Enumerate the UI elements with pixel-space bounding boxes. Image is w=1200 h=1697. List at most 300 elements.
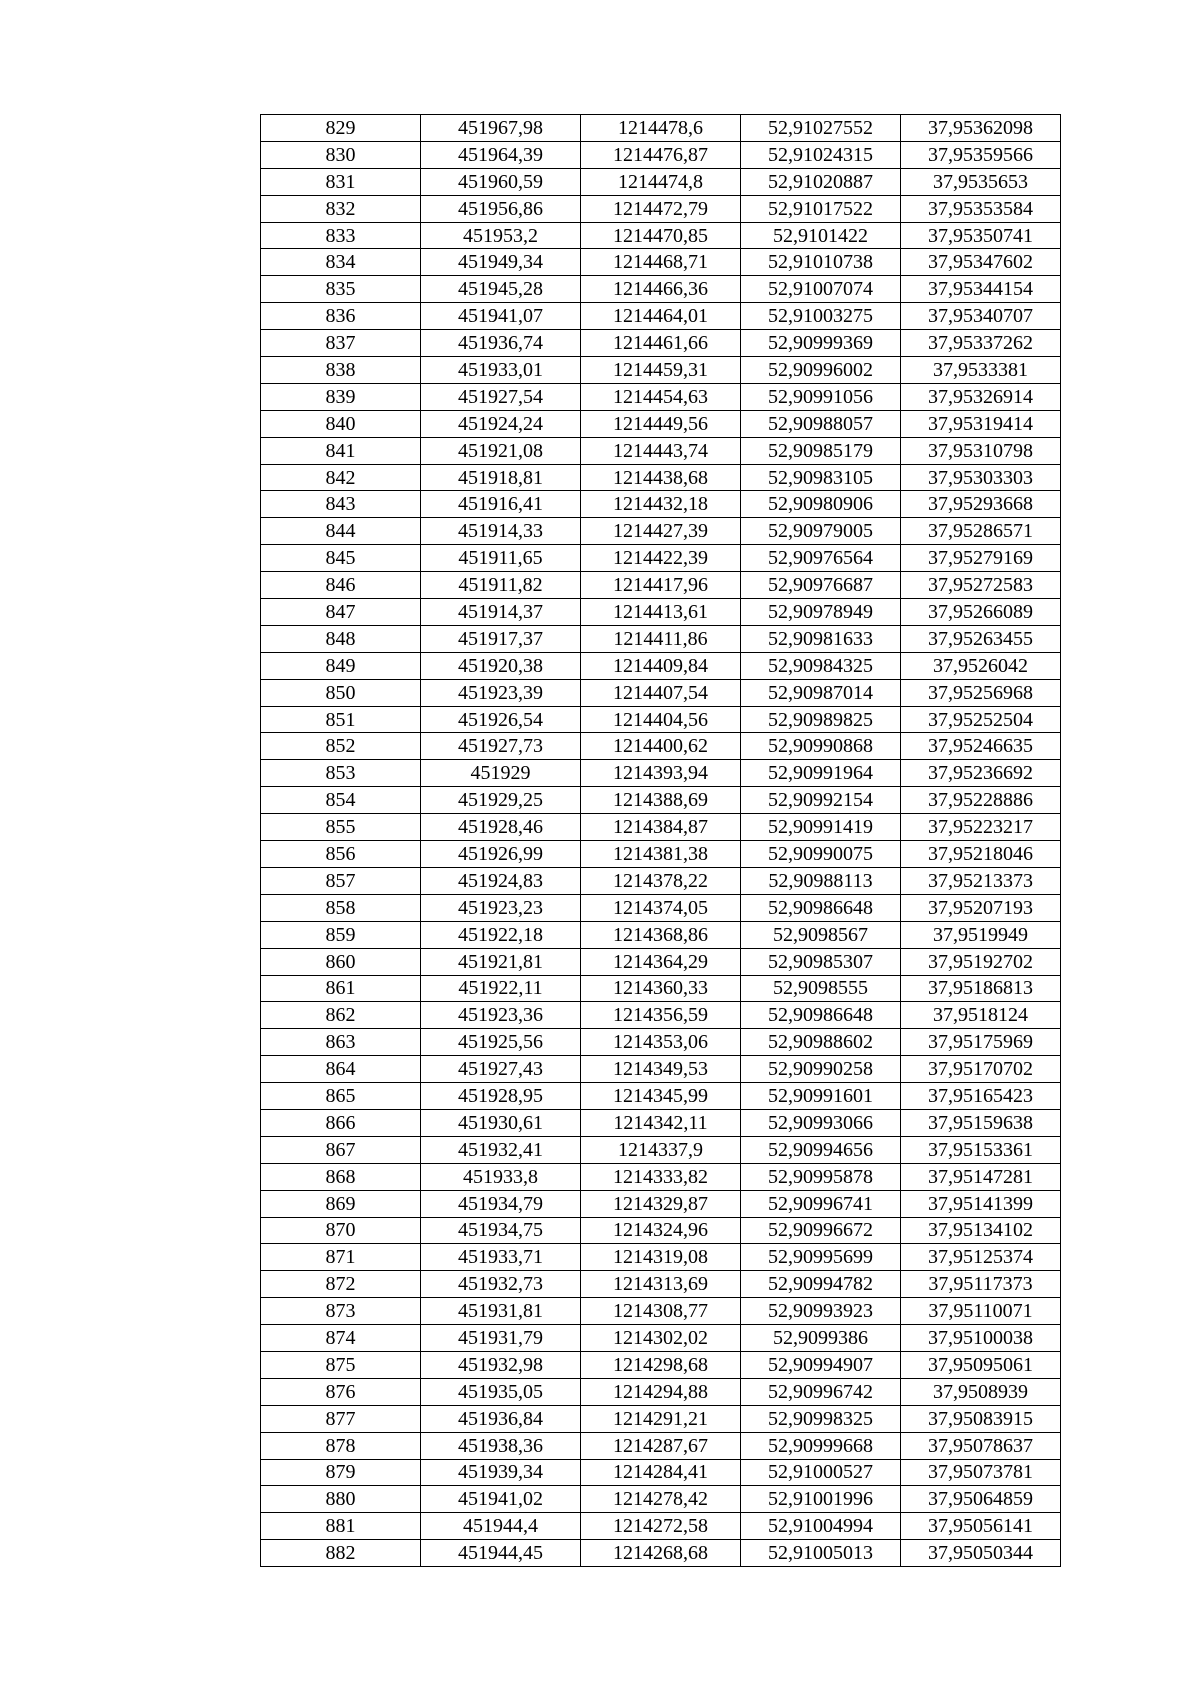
y-coordinate-cell: 1214356,59 — [581, 1002, 741, 1029]
table-row — [261, 1136, 1061, 1163]
point-number-cell: 879 — [261, 1459, 421, 1486]
table-row — [261, 141, 1061, 168]
longitude-cell: 37,95165423 — [901, 1083, 1061, 1110]
x-coordinate-cell: 451967,98 — [421, 115, 581, 142]
point-number-cell: 848 — [261, 625, 421, 652]
x-coordinate-cell: 451916,41 — [421, 491, 581, 518]
table-row — [261, 464, 1061, 491]
latitude-cell: 52,90996742 — [741, 1378, 901, 1405]
x-coordinate-cell: 451960,59 — [421, 168, 581, 195]
x-coordinate-cell: 451944,4 — [421, 1513, 581, 1540]
y-coordinate-cell: 1214464,01 — [581, 303, 741, 330]
point-number-cell: 868 — [261, 1163, 421, 1190]
latitude-cell: 52,90986648 — [741, 1002, 901, 1029]
y-coordinate-cell: 1214291,21 — [581, 1405, 741, 1432]
latitude-cell: 52,90994782 — [741, 1271, 901, 1298]
x-coordinate-cell: 451956,86 — [421, 195, 581, 222]
x-coordinate-cell: 451922,11 — [421, 975, 581, 1002]
point-number-cell: 873 — [261, 1298, 421, 1325]
longitude-cell: 37,95263455 — [901, 625, 1061, 652]
y-coordinate-cell: 1214388,69 — [581, 787, 741, 814]
y-coordinate-cell: 1214476,87 — [581, 141, 741, 168]
point-number-cell: 863 — [261, 1029, 421, 1056]
table-row — [261, 679, 1061, 706]
y-coordinate-cell: 1214364,29 — [581, 948, 741, 975]
table-row — [261, 437, 1061, 464]
latitude-cell: 52,90992154 — [741, 787, 901, 814]
latitude-cell: 52,91024315 — [741, 141, 901, 168]
longitude-cell: 37,95326914 — [901, 383, 1061, 410]
point-number-cell: 837 — [261, 330, 421, 357]
longitude-cell: 37,95310798 — [901, 437, 1061, 464]
point-number-cell: 829 — [261, 115, 421, 142]
longitude-cell: 37,9526042 — [901, 652, 1061, 679]
longitude-cell: 37,95246635 — [901, 733, 1061, 760]
y-coordinate-cell: 1214468,71 — [581, 249, 741, 276]
longitude-cell: 37,95272583 — [901, 572, 1061, 599]
longitude-cell: 37,95236692 — [901, 760, 1061, 787]
longitude-cell: 37,9533381 — [901, 357, 1061, 384]
x-coordinate-cell: 451938,36 — [421, 1432, 581, 1459]
longitude-cell: 37,95223217 — [901, 814, 1061, 841]
point-number-cell: 839 — [261, 383, 421, 410]
longitude-cell: 37,95256968 — [901, 679, 1061, 706]
latitude-cell: 52,90976687 — [741, 572, 901, 599]
point-number-cell: 843 — [261, 491, 421, 518]
table-row — [261, 1029, 1061, 1056]
latitude-cell: 52,9101422 — [741, 222, 901, 249]
point-number-cell: 872 — [261, 1271, 421, 1298]
longitude-cell: 37,95083915 — [901, 1405, 1061, 1432]
longitude-cell: 37,95134102 — [901, 1217, 1061, 1244]
y-coordinate-cell: 1214409,84 — [581, 652, 741, 679]
latitude-cell: 52,90996002 — [741, 357, 901, 384]
longitude-cell: 37,95186813 — [901, 975, 1061, 1002]
point-number-cell: 861 — [261, 975, 421, 1002]
y-coordinate-cell: 1214411,86 — [581, 625, 741, 652]
table-row — [261, 1163, 1061, 1190]
x-coordinate-cell: 451926,54 — [421, 706, 581, 733]
point-number-cell: 853 — [261, 760, 421, 787]
point-number-cell: 858 — [261, 894, 421, 921]
x-coordinate-cell: 451945,28 — [421, 276, 581, 303]
latitude-cell: 52,90991601 — [741, 1083, 901, 1110]
x-coordinate-cell: 451921,81 — [421, 948, 581, 975]
y-coordinate-cell: 1214374,05 — [581, 894, 741, 921]
table-row — [261, 115, 1061, 142]
y-coordinate-cell: 1214284,41 — [581, 1459, 741, 1486]
latitude-cell: 52,91020887 — [741, 168, 901, 195]
longitude-cell: 37,95213373 — [901, 867, 1061, 894]
longitude-cell: 37,9535653 — [901, 168, 1061, 195]
point-number-cell: 862 — [261, 1002, 421, 1029]
longitude-cell: 37,95100038 — [901, 1325, 1061, 1352]
table-row — [261, 303, 1061, 330]
latitude-cell: 52,90993923 — [741, 1298, 901, 1325]
longitude-cell: 37,95347602 — [901, 249, 1061, 276]
x-coordinate-cell: 451929,25 — [421, 787, 581, 814]
point-number-cell: 880 — [261, 1486, 421, 1513]
y-coordinate-cell: 1214337,9 — [581, 1136, 741, 1163]
x-coordinate-cell: 451931,81 — [421, 1298, 581, 1325]
y-coordinate-cell: 1214466,36 — [581, 276, 741, 303]
latitude-cell: 52,90990075 — [741, 841, 901, 868]
longitude-cell: 37,9518124 — [901, 1002, 1061, 1029]
latitude-cell: 52,90981633 — [741, 625, 901, 652]
x-coordinate-cell: 451917,37 — [421, 625, 581, 652]
x-coordinate-cell: 451911,82 — [421, 572, 581, 599]
y-coordinate-cell: 1214400,62 — [581, 733, 741, 760]
table-row — [261, 706, 1061, 733]
latitude-cell: 52,90991056 — [741, 383, 901, 410]
latitude-cell: 52,90999369 — [741, 330, 901, 357]
longitude-cell: 37,95293668 — [901, 491, 1061, 518]
table-row — [261, 1378, 1061, 1405]
latitude-cell: 52,91007074 — [741, 276, 901, 303]
x-coordinate-cell: 451930,61 — [421, 1109, 581, 1136]
point-number-cell: 867 — [261, 1136, 421, 1163]
x-coordinate-cell: 451933,01 — [421, 357, 581, 384]
point-number-cell: 835 — [261, 276, 421, 303]
x-coordinate-cell: 451935,05 — [421, 1378, 581, 1405]
table-row — [261, 599, 1061, 626]
x-coordinate-cell: 451923,36 — [421, 1002, 581, 1029]
y-coordinate-cell: 1214368,86 — [581, 921, 741, 948]
table-row — [261, 168, 1061, 195]
longitude-cell: 37,95359566 — [901, 141, 1061, 168]
point-number-cell: 844 — [261, 518, 421, 545]
latitude-cell: 52,90998325 — [741, 1405, 901, 1432]
y-coordinate-cell: 1214345,99 — [581, 1083, 741, 1110]
table-row — [261, 545, 1061, 572]
y-coordinate-cell: 1214319,08 — [581, 1244, 741, 1271]
latitude-cell: 52,90985307 — [741, 948, 901, 975]
point-number-cell: 842 — [261, 464, 421, 491]
point-number-cell: 875 — [261, 1351, 421, 1378]
x-coordinate-cell: 451924,83 — [421, 867, 581, 894]
y-coordinate-cell: 1214308,77 — [581, 1298, 741, 1325]
point-number-cell: 831 — [261, 168, 421, 195]
table-row — [261, 625, 1061, 652]
table-row — [261, 894, 1061, 921]
x-coordinate-cell: 451923,23 — [421, 894, 581, 921]
longitude-cell: 37,95344154 — [901, 276, 1061, 303]
point-number-cell: 852 — [261, 733, 421, 760]
x-coordinate-cell: 451914,33 — [421, 518, 581, 545]
latitude-cell: 52,90994907 — [741, 1351, 901, 1378]
y-coordinate-cell: 1214454,63 — [581, 383, 741, 410]
table-row — [261, 814, 1061, 841]
table-row — [261, 1002, 1061, 1029]
latitude-cell: 52,90993066 — [741, 1109, 901, 1136]
table-row — [261, 357, 1061, 384]
y-coordinate-cell: 1214422,39 — [581, 545, 741, 572]
y-coordinate-cell: 1214378,22 — [581, 867, 741, 894]
table-row — [261, 572, 1061, 599]
latitude-cell: 52,90995699 — [741, 1244, 901, 1271]
x-coordinate-cell: 451936,84 — [421, 1405, 581, 1432]
y-coordinate-cell: 1214384,87 — [581, 814, 741, 841]
latitude-cell: 52,9098567 — [741, 921, 901, 948]
latitude-cell: 52,90996672 — [741, 1217, 901, 1244]
longitude-cell: 37,95319414 — [901, 410, 1061, 437]
y-coordinate-cell: 1214459,31 — [581, 357, 741, 384]
point-number-cell: 869 — [261, 1190, 421, 1217]
latitude-cell: 52,91010738 — [741, 249, 901, 276]
latitude-cell: 52,9099386 — [741, 1325, 901, 1352]
latitude-cell: 52,90988113 — [741, 867, 901, 894]
x-coordinate-cell: 451936,74 — [421, 330, 581, 357]
point-number-cell: 851 — [261, 706, 421, 733]
longitude-cell: 37,95056141 — [901, 1513, 1061, 1540]
table-row — [261, 1190, 1061, 1217]
point-number-cell: 859 — [261, 921, 421, 948]
coordinates-table-body — [261, 115, 1061, 1567]
latitude-cell: 52,90985179 — [741, 437, 901, 464]
latitude-cell: 52,90990868 — [741, 733, 901, 760]
point-number-cell: 850 — [261, 679, 421, 706]
x-coordinate-cell: 451927,73 — [421, 733, 581, 760]
table-row — [261, 1083, 1061, 1110]
y-coordinate-cell: 1214272,58 — [581, 1513, 741, 1540]
point-number-cell: 855 — [261, 814, 421, 841]
longitude-cell: 37,95175969 — [901, 1029, 1061, 1056]
x-coordinate-cell: 451923,39 — [421, 679, 581, 706]
longitude-cell: 37,95050344 — [901, 1540, 1061, 1567]
latitude-cell: 52,90994656 — [741, 1136, 901, 1163]
table-row — [261, 1486, 1061, 1513]
table-row — [261, 921, 1061, 948]
latitude-cell: 52,90979005 — [741, 518, 901, 545]
y-coordinate-cell: 1214313,69 — [581, 1271, 741, 1298]
latitude-cell: 52,90983105 — [741, 464, 901, 491]
y-coordinate-cell: 1214324,96 — [581, 1217, 741, 1244]
y-coordinate-cell: 1214443,74 — [581, 437, 741, 464]
longitude-cell: 37,95228886 — [901, 787, 1061, 814]
x-coordinate-cell: 451931,79 — [421, 1325, 581, 1352]
longitude-cell: 37,95279169 — [901, 545, 1061, 572]
latitude-cell: 52,90988602 — [741, 1029, 901, 1056]
table-row — [261, 1459, 1061, 1486]
longitude-cell: 37,95117373 — [901, 1271, 1061, 1298]
y-coordinate-cell: 1214407,54 — [581, 679, 741, 706]
longitude-cell: 37,95073781 — [901, 1459, 1061, 1486]
longitude-cell: 37,9519949 — [901, 921, 1061, 948]
longitude-cell: 37,95064859 — [901, 1486, 1061, 1513]
table-row — [261, 975, 1061, 1002]
point-number-cell: 856 — [261, 841, 421, 868]
x-coordinate-cell: 451953,2 — [421, 222, 581, 249]
x-coordinate-cell: 451932,98 — [421, 1351, 581, 1378]
y-coordinate-cell: 1214478,6 — [581, 115, 741, 142]
x-coordinate-cell: 451932,41 — [421, 1136, 581, 1163]
longitude-cell: 37,95353584 — [901, 195, 1061, 222]
x-coordinate-cell: 451921,08 — [421, 437, 581, 464]
table-row — [261, 1109, 1061, 1136]
latitude-cell: 52,90991964 — [741, 760, 901, 787]
latitude-cell: 52,90996741 — [741, 1190, 901, 1217]
table-row — [261, 276, 1061, 303]
longitude-cell: 37,95218046 — [901, 841, 1061, 868]
y-coordinate-cell: 1214393,94 — [581, 760, 741, 787]
point-number-cell: 849 — [261, 652, 421, 679]
latitude-cell: 52,91003275 — [741, 303, 901, 330]
longitude-cell: 37,95362098 — [901, 115, 1061, 142]
latitude-cell: 52,91005013 — [741, 1540, 901, 1567]
x-coordinate-cell: 451924,24 — [421, 410, 581, 437]
longitude-cell: 37,95125374 — [901, 1244, 1061, 1271]
longitude-cell: 37,95340707 — [901, 303, 1061, 330]
y-coordinate-cell: 1214474,8 — [581, 168, 741, 195]
x-coordinate-cell: 451944,45 — [421, 1540, 581, 1567]
point-number-cell: 877 — [261, 1405, 421, 1432]
table-row — [261, 652, 1061, 679]
longitude-cell: 37,95266089 — [901, 599, 1061, 626]
y-coordinate-cell: 1214333,82 — [581, 1163, 741, 1190]
longitude-cell: 37,95252504 — [901, 706, 1061, 733]
latitude-cell: 52,90986648 — [741, 894, 901, 921]
point-number-cell: 865 — [261, 1083, 421, 1110]
x-coordinate-cell: 451911,65 — [421, 545, 581, 572]
coordinates-table — [260, 114, 1061, 1567]
x-coordinate-cell: 451941,07 — [421, 303, 581, 330]
point-number-cell: 882 — [261, 1540, 421, 1567]
y-coordinate-cell: 1214470,85 — [581, 222, 741, 249]
point-number-cell: 854 — [261, 787, 421, 814]
table-row — [261, 1271, 1061, 1298]
table-row — [261, 518, 1061, 545]
latitude-cell: 52,90991419 — [741, 814, 901, 841]
point-number-cell: 833 — [261, 222, 421, 249]
x-coordinate-cell: 451928,95 — [421, 1083, 581, 1110]
point-number-cell: 881 — [261, 1513, 421, 1540]
point-number-cell: 878 — [261, 1432, 421, 1459]
point-number-cell: 836 — [261, 303, 421, 330]
point-number-cell: 864 — [261, 1056, 421, 1083]
y-coordinate-cell: 1214294,88 — [581, 1378, 741, 1405]
longitude-cell: 37,95147281 — [901, 1163, 1061, 1190]
table-row — [261, 249, 1061, 276]
y-coordinate-cell: 1214342,11 — [581, 1109, 741, 1136]
table-row — [261, 1244, 1061, 1271]
table-row — [261, 410, 1061, 437]
longitude-cell: 37,95350741 — [901, 222, 1061, 249]
y-coordinate-cell: 1214302,02 — [581, 1325, 741, 1352]
y-coordinate-cell: 1214404,56 — [581, 706, 741, 733]
x-coordinate-cell: 451941,02 — [421, 1486, 581, 1513]
x-coordinate-cell: 451920,38 — [421, 652, 581, 679]
point-number-cell: 841 — [261, 437, 421, 464]
table-row — [261, 1325, 1061, 1352]
longitude-cell: 37,95170702 — [901, 1056, 1061, 1083]
point-number-cell: 830 — [261, 141, 421, 168]
y-coordinate-cell: 1214417,96 — [581, 572, 741, 599]
x-coordinate-cell: 451927,54 — [421, 383, 581, 410]
latitude-cell: 52,90987014 — [741, 679, 901, 706]
point-number-cell: 847 — [261, 599, 421, 626]
table-row — [261, 222, 1061, 249]
longitude-cell: 37,9508939 — [901, 1378, 1061, 1405]
point-number-cell: 846 — [261, 572, 421, 599]
point-number-cell: 832 — [261, 195, 421, 222]
y-coordinate-cell: 1214472,79 — [581, 195, 741, 222]
x-coordinate-cell: 451929 — [421, 760, 581, 787]
longitude-cell: 37,95078637 — [901, 1432, 1061, 1459]
table-row — [261, 787, 1061, 814]
x-coordinate-cell: 451918,81 — [421, 464, 581, 491]
latitude-cell: 52,91017522 — [741, 195, 901, 222]
x-coordinate-cell: 451928,46 — [421, 814, 581, 841]
latitude-cell: 52,9098555 — [741, 975, 901, 1002]
latitude-cell: 52,90988057 — [741, 410, 901, 437]
table-row — [261, 1217, 1061, 1244]
x-coordinate-cell: 451914,37 — [421, 599, 581, 626]
table-row — [261, 491, 1061, 518]
longitude-cell: 37,95153361 — [901, 1136, 1061, 1163]
latitude-cell: 52,90999668 — [741, 1432, 901, 1459]
table-row — [261, 195, 1061, 222]
point-number-cell: 838 — [261, 357, 421, 384]
point-number-cell: 857 — [261, 867, 421, 894]
y-coordinate-cell: 1214287,67 — [581, 1432, 741, 1459]
longitude-cell: 37,95303303 — [901, 464, 1061, 491]
table-row — [261, 841, 1061, 868]
table-row — [261, 948, 1061, 975]
table-row — [261, 733, 1061, 760]
y-coordinate-cell: 1214360,33 — [581, 975, 741, 1002]
y-coordinate-cell: 1214438,68 — [581, 464, 741, 491]
table-row — [261, 1432, 1061, 1459]
table-row — [261, 383, 1061, 410]
longitude-cell: 37,95207193 — [901, 894, 1061, 921]
y-coordinate-cell: 1214329,87 — [581, 1190, 741, 1217]
table-row — [261, 1351, 1061, 1378]
point-number-cell: 866 — [261, 1109, 421, 1136]
x-coordinate-cell: 451925,56 — [421, 1029, 581, 1056]
latitude-cell: 52,90980906 — [741, 491, 901, 518]
y-coordinate-cell: 1214278,42 — [581, 1486, 741, 1513]
longitude-cell: 37,95095061 — [901, 1351, 1061, 1378]
y-coordinate-cell: 1214268,68 — [581, 1540, 741, 1567]
table-row — [261, 867, 1061, 894]
table-row — [261, 1513, 1061, 1540]
y-coordinate-cell: 1214381,38 — [581, 841, 741, 868]
longitude-cell: 37,95141399 — [901, 1190, 1061, 1217]
y-coordinate-cell: 1214427,39 — [581, 518, 741, 545]
table-row — [261, 760, 1061, 787]
latitude-cell: 52,91004994 — [741, 1513, 901, 1540]
latitude-cell: 52,90984325 — [741, 652, 901, 679]
y-coordinate-cell: 1214298,68 — [581, 1351, 741, 1378]
y-coordinate-cell: 1214349,53 — [581, 1056, 741, 1083]
x-coordinate-cell: 451964,39 — [421, 141, 581, 168]
point-number-cell: 860 — [261, 948, 421, 975]
x-coordinate-cell: 451927,43 — [421, 1056, 581, 1083]
longitude-cell: 37,95286571 — [901, 518, 1061, 545]
point-number-cell: 845 — [261, 545, 421, 572]
x-coordinate-cell: 451932,73 — [421, 1271, 581, 1298]
y-coordinate-cell: 1214432,18 — [581, 491, 741, 518]
x-coordinate-cell: 451922,18 — [421, 921, 581, 948]
latitude-cell: 52,90976564 — [741, 545, 901, 572]
table-row — [261, 330, 1061, 357]
longitude-cell: 37,95159638 — [901, 1109, 1061, 1136]
x-coordinate-cell: 451934,75 — [421, 1217, 581, 1244]
table-row — [261, 1405, 1061, 1432]
point-number-cell: 874 — [261, 1325, 421, 1352]
table-row — [261, 1298, 1061, 1325]
latitude-cell: 52,90990258 — [741, 1056, 901, 1083]
